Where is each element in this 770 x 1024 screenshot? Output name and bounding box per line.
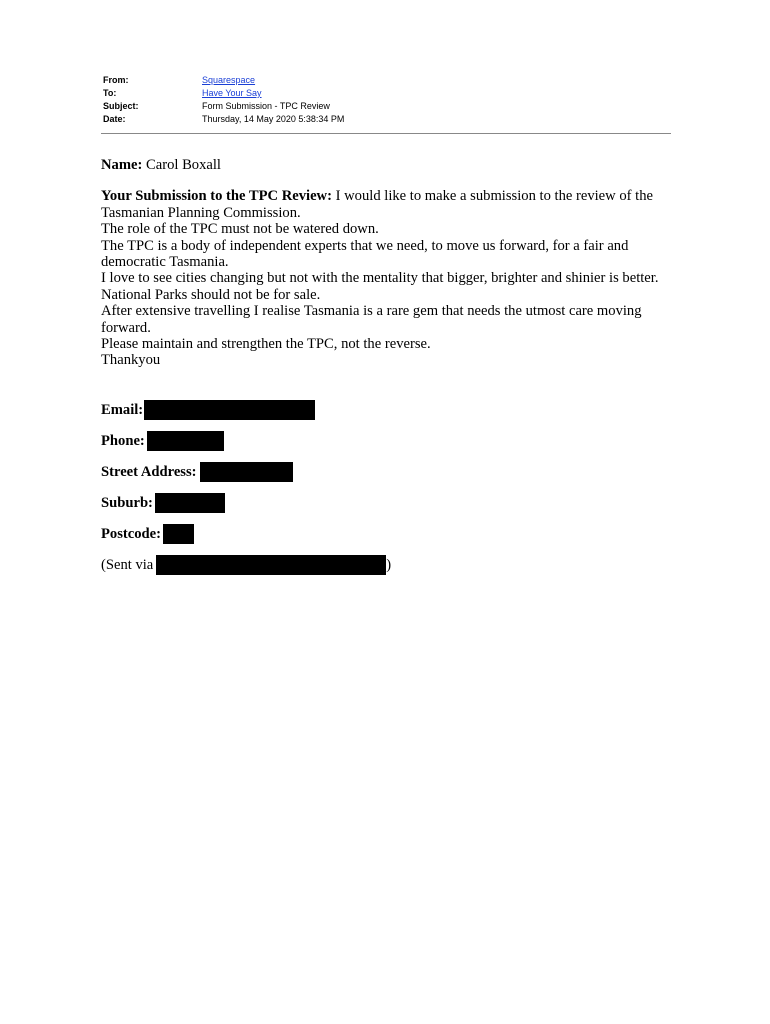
subject-label: Subject:	[103, 101, 139, 111]
postcode-label: Postcode:	[101, 526, 161, 542]
email-field	[101, 400, 315, 420]
submission-label: Your Submission to the TPC Review:	[101, 188, 332, 205]
phone-label: Phone:	[101, 433, 145, 449]
name-line	[101, 157, 681, 173]
sent-via-line	[101, 555, 391, 575]
sent-via-prefix: (Sent via	[101, 557, 154, 573]
email-redaction	[144, 400, 315, 420]
to-link[interactable]: Have Your Say	[202, 88, 262, 98]
sent-via-redaction	[156, 555, 386, 575]
submission-line: After extensive travelling I realise Tasmania is a rare gem that needs the utmost care moving forward.	[101, 303, 642, 336]
submission-line: The role of the TPC must not be watered down.	[101, 221, 379, 238]
suburb-field	[101, 493, 225, 513]
street-address-redaction	[200, 462, 293, 482]
from-label: From:	[103, 75, 129, 85]
subject-value: Form Submission - TPC Review	[202, 101, 330, 111]
submission-line: The TPC is a body of independent experts that we need, to move us forward, for a fair and democratic Tasmania.	[101, 237, 629, 271]
postcode-field	[101, 524, 194, 544]
submission-line: National Parks should not be for sale.	[101, 286, 321, 303]
email-header	[103, 74, 671, 126]
street-address-label: Street Address:	[101, 464, 197, 480]
street-address-field	[101, 462, 293, 482]
to-row	[103, 87, 671, 100]
subject-row	[103, 100, 671, 113]
submission-intro: I would like to make a submission to the review of the Tasmanian Planning Commission.	[101, 188, 653, 221]
from-link[interactable]: Squarespace	[202, 75, 256, 85]
to-label: To:	[103, 88, 117, 98]
from-row	[103, 74, 671, 87]
email-body	[101, 157, 681, 369]
name-label: Name:	[101, 157, 143, 173]
submission-line: Thankyou	[101, 352, 161, 369]
phone-redaction	[147, 431, 224, 451]
phone-field	[101, 431, 224, 451]
submission-first-line	[101, 188, 681, 221]
postcode-redaction	[163, 524, 194, 544]
date-label: Date:	[103, 114, 126, 124]
date-value: Thursday, 14 May 2020 5:38:34 PM	[202, 114, 345, 124]
sent-via-suffix: )	[386, 557, 392, 573]
submission-line: I love to see cities changing but not with the mentality that bigger, brighter and shinier is better.	[101, 270, 659, 287]
submission-line: Please maintain and strengthen the TPC, not the reverse.	[101, 336, 431, 353]
suburb-redaction	[155, 493, 225, 513]
email-label: Email:	[101, 402, 144, 418]
name-value: Carol Boxall	[146, 157, 221, 173]
header-divider	[101, 133, 671, 134]
date-row	[103, 113, 671, 126]
suburb-label: Suburb:	[101, 495, 153, 511]
